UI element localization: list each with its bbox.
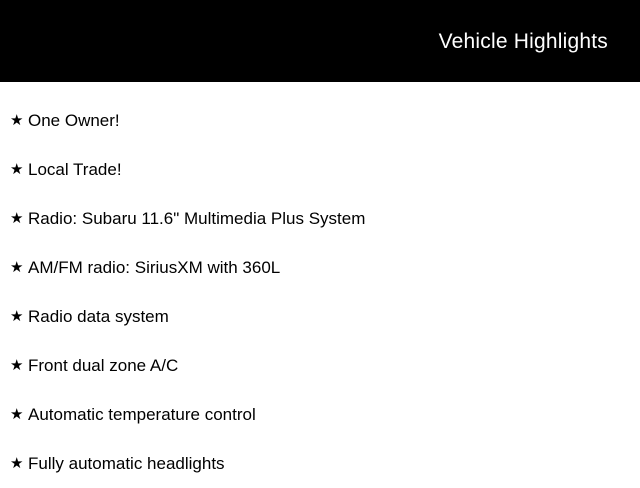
list-item	[0, 292, 640, 341]
highlight-label: Front dual zone A/C	[28, 356, 179, 375]
list-item	[0, 390, 640, 439]
highlights-list	[0, 82, 640, 488]
star-icon: ★	[10, 161, 24, 178]
list-item	[0, 96, 640, 145]
highlight-label: AM/FM radio: SiriusXM with 360L	[28, 258, 281, 277]
highlight-label: Fully automatic headlights	[28, 454, 225, 473]
star-icon: ★	[10, 308, 24, 325]
list-item	[0, 439, 640, 488]
highlight-label: Automatic temperature control	[28, 405, 256, 424]
page-title: Vehicle Highlights	[438, 29, 608, 53]
page-header	[0, 0, 640, 82]
star-icon: ★	[10, 357, 24, 374]
list-item	[0, 145, 640, 194]
star-icon: ★	[10, 112, 24, 129]
list-item	[0, 194, 640, 243]
star-icon: ★	[10, 259, 24, 276]
highlight-label: Local Trade!	[28, 160, 122, 179]
star-icon: ★	[10, 210, 24, 227]
list-item	[0, 243, 640, 292]
list-item	[0, 341, 640, 390]
star-icon: ★	[10, 406, 24, 423]
star-icon: ★	[10, 455, 24, 472]
highlight-label: One Owner!	[28, 111, 120, 130]
highlight-label: Radio data system	[28, 307, 169, 326]
highlight-label: Radio: Subaru 11.6" Multimedia Plus System	[28, 209, 366, 228]
